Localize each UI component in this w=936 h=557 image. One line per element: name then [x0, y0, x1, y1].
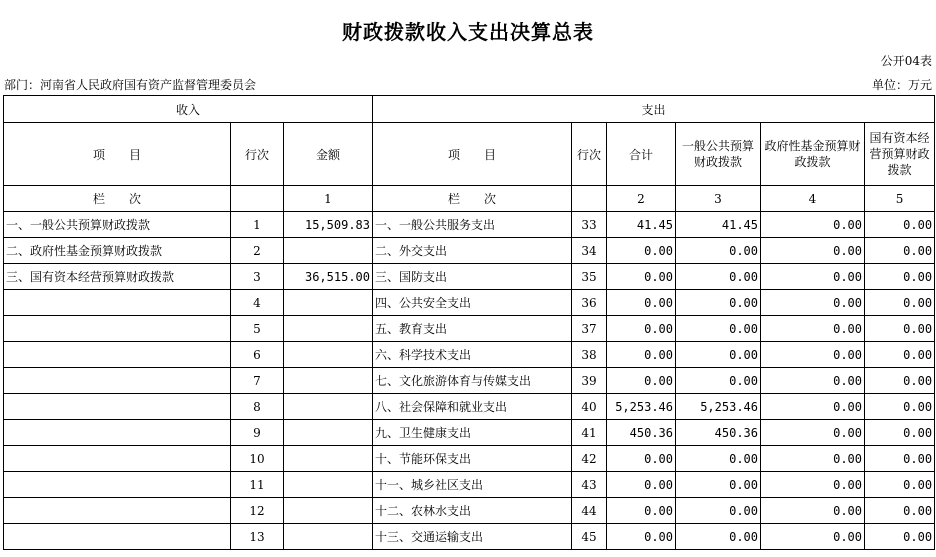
expense-column-label: 栏 次 [373, 186, 572, 212]
table-row [4, 368, 935, 394]
col-index-2: 2 [607, 186, 676, 212]
gov-fund-amount: 0.00 [761, 290, 865, 316]
expense-row-no: 38 [572, 342, 607, 368]
expense-row-no: 37 [572, 316, 607, 342]
expense-total: 0.00 [607, 368, 676, 394]
table-row [4, 316, 935, 342]
income-item [4, 498, 231, 524]
col-index-1: 1 [284, 186, 373, 212]
expense-item: 十一、城乡社区支出 [373, 472, 572, 498]
general-budget-amount: 0.00 [676, 472, 761, 498]
expense-item: 二、外交支出 [373, 238, 572, 264]
income-item: 一、一般公共预算财政拨款 [4, 212, 231, 238]
expense-row-no: 35 [572, 264, 607, 290]
income-row-no: 9 [231, 420, 284, 446]
income-column-label: 栏 次 [4, 186, 231, 212]
income-amount [284, 446, 373, 472]
expense-total: 0.00 [607, 446, 676, 472]
income-item: 二、政府性基金预算财政拨款 [4, 238, 231, 264]
table-row [4, 342, 935, 368]
expense-item: 九、卫生健康支出 [373, 420, 572, 446]
gov-fund-amount: 0.00 [761, 420, 865, 446]
income-row-no: 3 [231, 264, 284, 290]
income-amount [284, 472, 373, 498]
expense-row-no: 40 [572, 394, 607, 420]
general-budget-header: 一般公共预算财政拨款 [676, 123, 761, 186]
expense-item: 四、公共安全支出 [373, 290, 572, 316]
expense-item: 三、国防支出 [373, 264, 572, 290]
gov-fund-amount: 0.00 [761, 446, 865, 472]
expense-item-header: 项 目 [373, 123, 572, 186]
expense-row-no: 43 [572, 472, 607, 498]
expense-row-no: 42 [572, 446, 607, 472]
column-index-row [4, 186, 935, 212]
income-item [4, 446, 231, 472]
income-row-no: 6 [231, 342, 284, 368]
income-item [4, 524, 231, 550]
gov-fund-amount: 0.00 [761, 316, 865, 342]
income-amount [284, 290, 373, 316]
expense-item: 十三、交通运输支出 [373, 524, 572, 550]
general-budget-amount: 0.00 [676, 524, 761, 550]
general-budget-amount: 0.00 [676, 342, 761, 368]
income-row-no: 11 [231, 472, 284, 498]
state-capital-amount: 0.00 [865, 394, 935, 420]
income-amount [284, 420, 373, 446]
income-row-no: 4 [231, 290, 284, 316]
income-row-no: 13 [231, 524, 284, 550]
gov-fund-amount: 0.00 [761, 394, 865, 420]
general-budget-amount: 0.00 [676, 498, 761, 524]
page-title: 财政拨款收入支出决算总表 [342, 20, 594, 44]
state-capital-amount: 0.00 [865, 264, 935, 290]
expense-row-no: 39 [572, 368, 607, 394]
state-capital-amount: 0.00 [865, 524, 935, 550]
income-item [4, 420, 231, 446]
income-amount [284, 368, 373, 394]
state-capital-amount: 0.00 [865, 498, 935, 524]
income-row-no: 1 [231, 212, 284, 238]
state-capital-amount: 0.00 [865, 446, 935, 472]
table-row [4, 212, 935, 238]
state-capital-amount: 0.00 [865, 212, 935, 238]
gov-fund-amount: 0.00 [761, 498, 865, 524]
general-budget-amount: 0.00 [676, 316, 761, 342]
expense-item: 十、节能环保支出 [373, 446, 572, 472]
table-row [4, 472, 935, 498]
department-label: 部门：河南省人民政府国有资产监督管理委员会 [4, 78, 257, 92]
income-item: 三、国有资本经营预算财政拨款 [4, 264, 231, 290]
gov-fund-amount: 0.00 [761, 524, 865, 550]
table-row [4, 498, 935, 524]
expense-total: 0.00 [607, 290, 676, 316]
general-budget-amount: 0.00 [676, 290, 761, 316]
unit-label: 单位：万元 [871, 78, 932, 92]
total-header: 合计 [607, 123, 676, 186]
general-budget-amount: 0.00 [676, 368, 761, 394]
table-row [4, 238, 935, 264]
gov-fund-amount: 0.00 [761, 238, 865, 264]
expense-row-no-header: 行次 [572, 123, 607, 186]
income-header: 收入 [4, 96, 373, 123]
col-index-3: 3 [676, 186, 761, 212]
income-amount [284, 524, 373, 550]
table-row [4, 394, 935, 420]
general-budget-amount: 0.00 [676, 446, 761, 472]
income-row-no-blank [231, 186, 284, 212]
expense-total: 0.00 [607, 498, 676, 524]
state-capital-amount: 0.00 [865, 290, 935, 316]
income-item-header: 项 目 [4, 123, 231, 186]
expense-row-no: 36 [572, 290, 607, 316]
income-row-no: 10 [231, 446, 284, 472]
gov-fund-amount: 0.00 [761, 342, 865, 368]
gov-fund-amount: 0.00 [761, 368, 865, 394]
expense-total: 0.00 [607, 238, 676, 264]
general-budget-amount: 41.45 [676, 212, 761, 238]
income-item [4, 472, 231, 498]
expense-total: 5,253.46 [607, 394, 676, 420]
income-amount [284, 342, 373, 368]
header-row-1 [4, 96, 935, 123]
table-row [4, 264, 935, 290]
income-item [4, 368, 231, 394]
income-amount: 36,515.00 [284, 264, 373, 290]
income-row-no: 7 [231, 368, 284, 394]
general-budget-amount: 5,253.46 [676, 394, 761, 420]
expense-row-no: 45 [572, 524, 607, 550]
expense-item: 五、教育支出 [373, 316, 572, 342]
income-amount [284, 238, 373, 264]
expense-row-no: 41 [572, 420, 607, 446]
gov-fund-amount: 0.00 [761, 212, 865, 238]
state-capital-amount: 0.00 [865, 316, 935, 342]
income-row-no: 5 [231, 316, 284, 342]
state-capital-amount: 0.00 [865, 238, 935, 264]
form-code: 公开04表 [880, 54, 932, 68]
general-budget-amount: 450.36 [676, 420, 761, 446]
income-item [4, 342, 231, 368]
expense-row-no: 34 [572, 238, 607, 264]
appropriation-table [3, 95, 935, 550]
expense-row-no-blank [572, 186, 607, 212]
state-capital-amount: 0.00 [865, 368, 935, 394]
expense-total: 0.00 [607, 316, 676, 342]
expense-item: 一、一般公共服务支出 [373, 212, 572, 238]
expense-header: 支出 [373, 96, 935, 123]
expense-item: 八、社会保障和就业支出 [373, 394, 572, 420]
income-row-no: 2 [231, 238, 284, 264]
col-index-5: 5 [865, 186, 935, 212]
income-amount: 15,509.83 [284, 212, 373, 238]
header-row-2 [4, 123, 935, 186]
gov-fund-amount: 0.00 [761, 472, 865, 498]
income-item [4, 394, 231, 420]
state-capital-header: 国有资本经营预算财政拨款 [865, 123, 935, 186]
income-item [4, 316, 231, 342]
state-capital-amount: 0.00 [865, 342, 935, 368]
expense-total: 0.00 [607, 524, 676, 550]
expense-total: 0.00 [607, 472, 676, 498]
expense-row-no: 44 [572, 498, 607, 524]
table-row [4, 290, 935, 316]
income-item [4, 290, 231, 316]
income-amount-header: 金额 [284, 123, 373, 186]
table-row [4, 446, 935, 472]
state-capital-amount: 0.00 [865, 420, 935, 446]
income-amount [284, 498, 373, 524]
col-index-4: 4 [761, 186, 865, 212]
expense-item: 七、文化旅游体育与传媒支出 [373, 368, 572, 394]
table-row [4, 524, 935, 550]
table-row [4, 420, 935, 446]
income-amount [284, 316, 373, 342]
state-capital-amount: 0.00 [865, 472, 935, 498]
general-budget-amount: 0.00 [676, 264, 761, 290]
expense-item: 十二、农林水支出 [373, 498, 572, 524]
expense-total: 41.45 [607, 212, 676, 238]
income-row-no: 12 [231, 498, 284, 524]
income-row-no: 8 [231, 394, 284, 420]
income-row-no-header: 行次 [231, 123, 284, 186]
expense-total: 450.36 [607, 420, 676, 446]
expense-item: 六、科学技术支出 [373, 342, 572, 368]
gov-fund-amount: 0.00 [761, 264, 865, 290]
expense-total: 0.00 [607, 342, 676, 368]
expense-total: 0.00 [607, 264, 676, 290]
income-amount [284, 394, 373, 420]
expense-row-no: 33 [572, 212, 607, 238]
gov-fund-header: 政府性基金预算财政拨款 [761, 123, 865, 186]
general-budget-amount: 0.00 [676, 238, 761, 264]
